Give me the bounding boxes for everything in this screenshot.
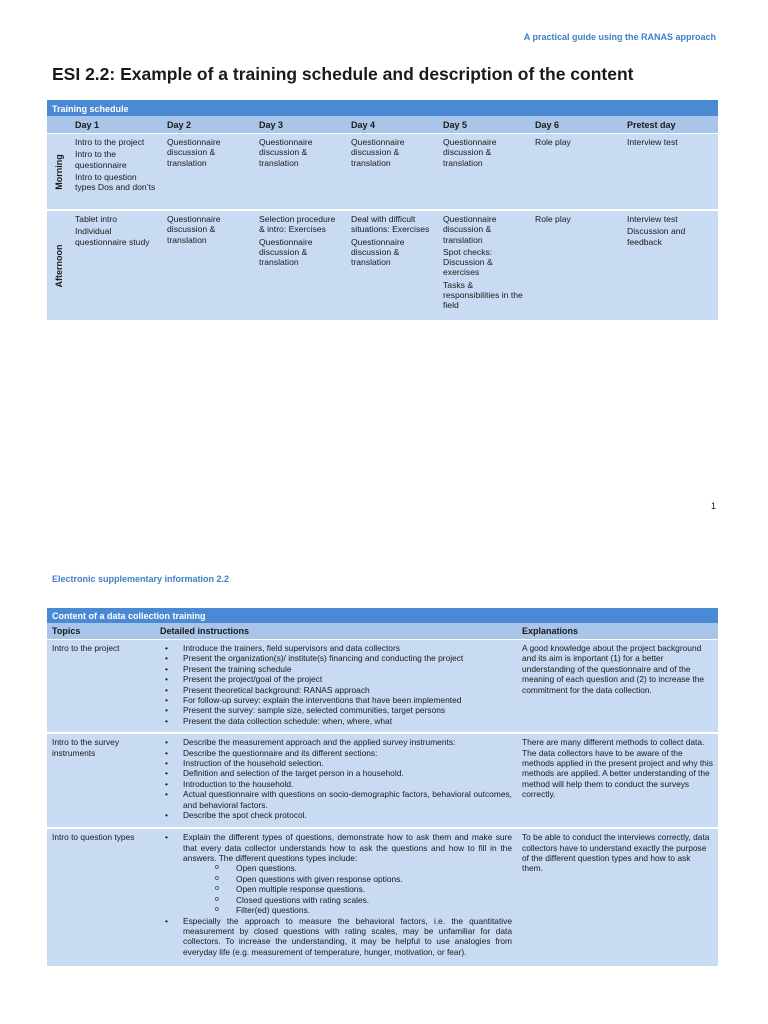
content-row [47, 733, 718, 828]
instruction-item [160, 695, 512, 705]
schedule-activity: Questionnaire discussion & translation [259, 137, 313, 168]
instruction-item [160, 674, 512, 684]
instruction-list [160, 737, 512, 820]
schedule-col-header: Day 3 [255, 116, 347, 134]
schedule-activity: Tablet intro [75, 214, 118, 224]
instruction-item [160, 737, 512, 747]
schedule-cell [531, 134, 623, 211]
instruction-item [160, 810, 512, 820]
content-body [47, 640, 718, 967]
schedule-activity: Questionnaire discussion & translation [351, 236, 405, 268]
instruction-text: Especially the approach to measure the behavioral factors, i.e. the quantitative measurement by closed questions with rating scales, may be unfamiliar for data collectors. To increase the understanding, it may be helpful to use analogies from everyday life (e.g. measurement of temperature, hunger, motivation, or fear). [183, 915, 512, 957]
content-row [47, 640, 718, 734]
instruction-item [160, 768, 512, 778]
schedule-cell [71, 210, 163, 320]
schedule-activity: Questionnaire discussion & translation [351, 137, 405, 168]
schedule-cell [531, 210, 623, 320]
schedule-col-header: Day 5 [439, 116, 531, 134]
instruction-item [160, 705, 512, 715]
instruction-subitem: o Closed questions with rating scales. [183, 895, 512, 905]
content-topic: Intro to the project [47, 640, 155, 734]
schedule-activity: Questionnaire discussion & translation [167, 137, 221, 168]
header-explanations: Explanations [517, 623, 718, 640]
schedule-slot-cell [47, 134, 71, 211]
schedule-cell [347, 210, 439, 320]
instruction-list [160, 643, 512, 726]
instruction-text: Present the training schedule [183, 663, 292, 674]
instruction-text: Explain the different types of questions, demonstrate how to ask them and make sure that every data collector understands how to ask the questions and how to fill in the answers. The different questions types include: [183, 832, 512, 864]
schedule-cell [163, 134, 255, 211]
instruction-text: Describe the spot check protocol. [183, 810, 307, 821]
schedule-slot-label: Afternoon [53, 244, 64, 287]
instruction-item [160, 664, 512, 674]
instruction-item [160, 916, 512, 958]
instruction-text: Present the survey: sample size, selected communities, target persons [183, 705, 446, 716]
instruction-item [160, 779, 512, 789]
content-explanation: There are many different methods to collect data. The data collectors have to be aware of the methods applied in the present project and why this methods are applied. A better understanding of the method will help them to conduct the surveys correctly. [517, 733, 718, 828]
page-number: 1 [711, 501, 717, 511]
running-header: A practical guide using the RANAS approach [523, 32, 716, 42]
schedule-cell [255, 210, 347, 320]
instruction-text: Introduction to the household. [183, 778, 294, 789]
header-topics: Topics [47, 623, 155, 640]
instruction-text: Present the organization(s)/ institute(s) financing and conducting the project [183, 653, 464, 664]
instruction-subitem: o Open questions. [183, 863, 512, 873]
schedule-activity: Selection procedure & intro: Exercises [259, 214, 336, 235]
content-row [47, 828, 718, 966]
instruction-text: Definition and selection of the target person in a household. [183, 768, 404, 779]
schedule-cell [439, 210, 531, 320]
schedule-cell [623, 134, 718, 211]
header-instructions: Detailed instructions [155, 623, 517, 640]
instruction-item [160, 653, 512, 663]
schedule-activity: Questionnaire discussion & translation [443, 137, 497, 168]
schedule-activity: Role play [535, 137, 571, 147]
schedule-activity: Questionnaire discussion & translation [443, 214, 497, 245]
schedule-activity: Interview test [627, 214, 678, 224]
instruction-item [160, 643, 512, 653]
schedule-col-header: Day 6 [531, 116, 623, 134]
schedule-activity: Questionnaire discussion & translation [259, 236, 313, 268]
instruction-item [160, 685, 512, 695]
instruction-text: For follow-up survey: explain the interventions that have been implemented [183, 695, 462, 706]
content-caption: Content of a data collection training [47, 608, 718, 623]
schedule-activity: Intro to the project [75, 137, 145, 147]
content-header-row [47, 623, 718, 640]
schedule-slot-label: Morning [53, 153, 64, 190]
schedule-activity: Interview test [627, 137, 678, 147]
instruction-text: Present theoretical background: RANAS approach [183, 684, 370, 695]
instruction-text: Actual questionnaire with questions on socio-demographic factors, behavioral outcomes, and behavioral factors. [183, 789, 512, 810]
schedule-cell [163, 210, 255, 320]
schedule-activity: Individual questionnaire study [75, 226, 150, 247]
schedule-activity: Questionnaire discussion & translation [167, 214, 221, 245]
instruction-sublist [183, 863, 512, 915]
schedule-header-row [47, 116, 718, 134]
schedule-activity: Tasks & responsibilities in the field [443, 279, 523, 311]
schedule-col-header: Day 2 [163, 116, 255, 134]
schedule-col-header: Day 1 [71, 116, 163, 134]
schedule-slot-cell [47, 210, 71, 320]
instruction-text: Present the data collection schedule: when, where, what [183, 715, 393, 726]
instruction-text: Describe the questionnaire and its different sections: [183, 747, 378, 758]
schedule-activity: Deal with difficult situations: Exercises [351, 214, 430, 235]
content-explanation: A good knowledge about the project background and its aim is important (1) for a better understanding of the questionnaire and of the meaning of each question and (2) to increase the commitment for the data collection. [517, 640, 718, 734]
schedule-col-header: Pretest day [623, 116, 718, 134]
schedule-activity: Role play [535, 214, 571, 224]
schedule-activity: Intro to the questionnaire [75, 149, 127, 170]
schedule-activity: Spot checks: Discussion & exercises [443, 246, 493, 278]
schedule-row-afternoon [47, 210, 718, 320]
schedule-cell [623, 210, 718, 320]
instruction-subitem: o Open questions with given response options. [183, 874, 512, 884]
instruction-text: Describe the measurement approach and the applied survey instruments: [183, 737, 456, 748]
content-topic: Intro to question types [47, 828, 155, 966]
schedule-activity: Discussion and feedback [627, 226, 686, 247]
instruction-item [160, 748, 512, 758]
schedule-activity: Intro to question types Dos and don’ts [75, 171, 156, 193]
instruction-text: Present the project/goal of the project [183, 674, 323, 685]
content-instructions [155, 828, 517, 966]
training-schedule-table [47, 100, 718, 320]
schedule-col-header: Day 4 [347, 116, 439, 134]
schedule-row-morning [47, 134, 718, 211]
instruction-item [160, 716, 512, 726]
instruction-subitem: o Open multiple response questions. [183, 884, 512, 894]
instruction-text: Instruction of the household selection. [183, 758, 324, 769]
supplementary-label: Electronic supplementary information 2.2 [52, 574, 230, 584]
instruction-list [160, 832, 512, 957]
schedule-cell [255, 134, 347, 211]
instruction-item [160, 832, 512, 915]
page-title: ESI 2.2: Example of a training schedule and description of the content [52, 64, 634, 84]
training-content-table [47, 608, 718, 966]
schedule-cell [71, 134, 163, 211]
instruction-item [160, 789, 512, 810]
instruction-subitem: o Filter(ed) questions. [183, 905, 512, 915]
content-instructions [155, 733, 517, 828]
schedule-caption: Training schedule [47, 100, 718, 116]
schedule-col-header [47, 116, 71, 134]
content-explanation: To be able to conduct the interviews correctly, data collectors have to understand exactly the purpose of the different question types and how to ask them. [517, 828, 718, 966]
content-topic: Intro to the survey instruments [47, 733, 155, 828]
schedule-cell [439, 134, 531, 211]
content-instructions [155, 640, 517, 734]
instruction-item [160, 758, 512, 768]
instruction-text: Introduce the trainers, field supervisors and data collectors [183, 643, 400, 653]
schedule-cell [347, 134, 439, 211]
